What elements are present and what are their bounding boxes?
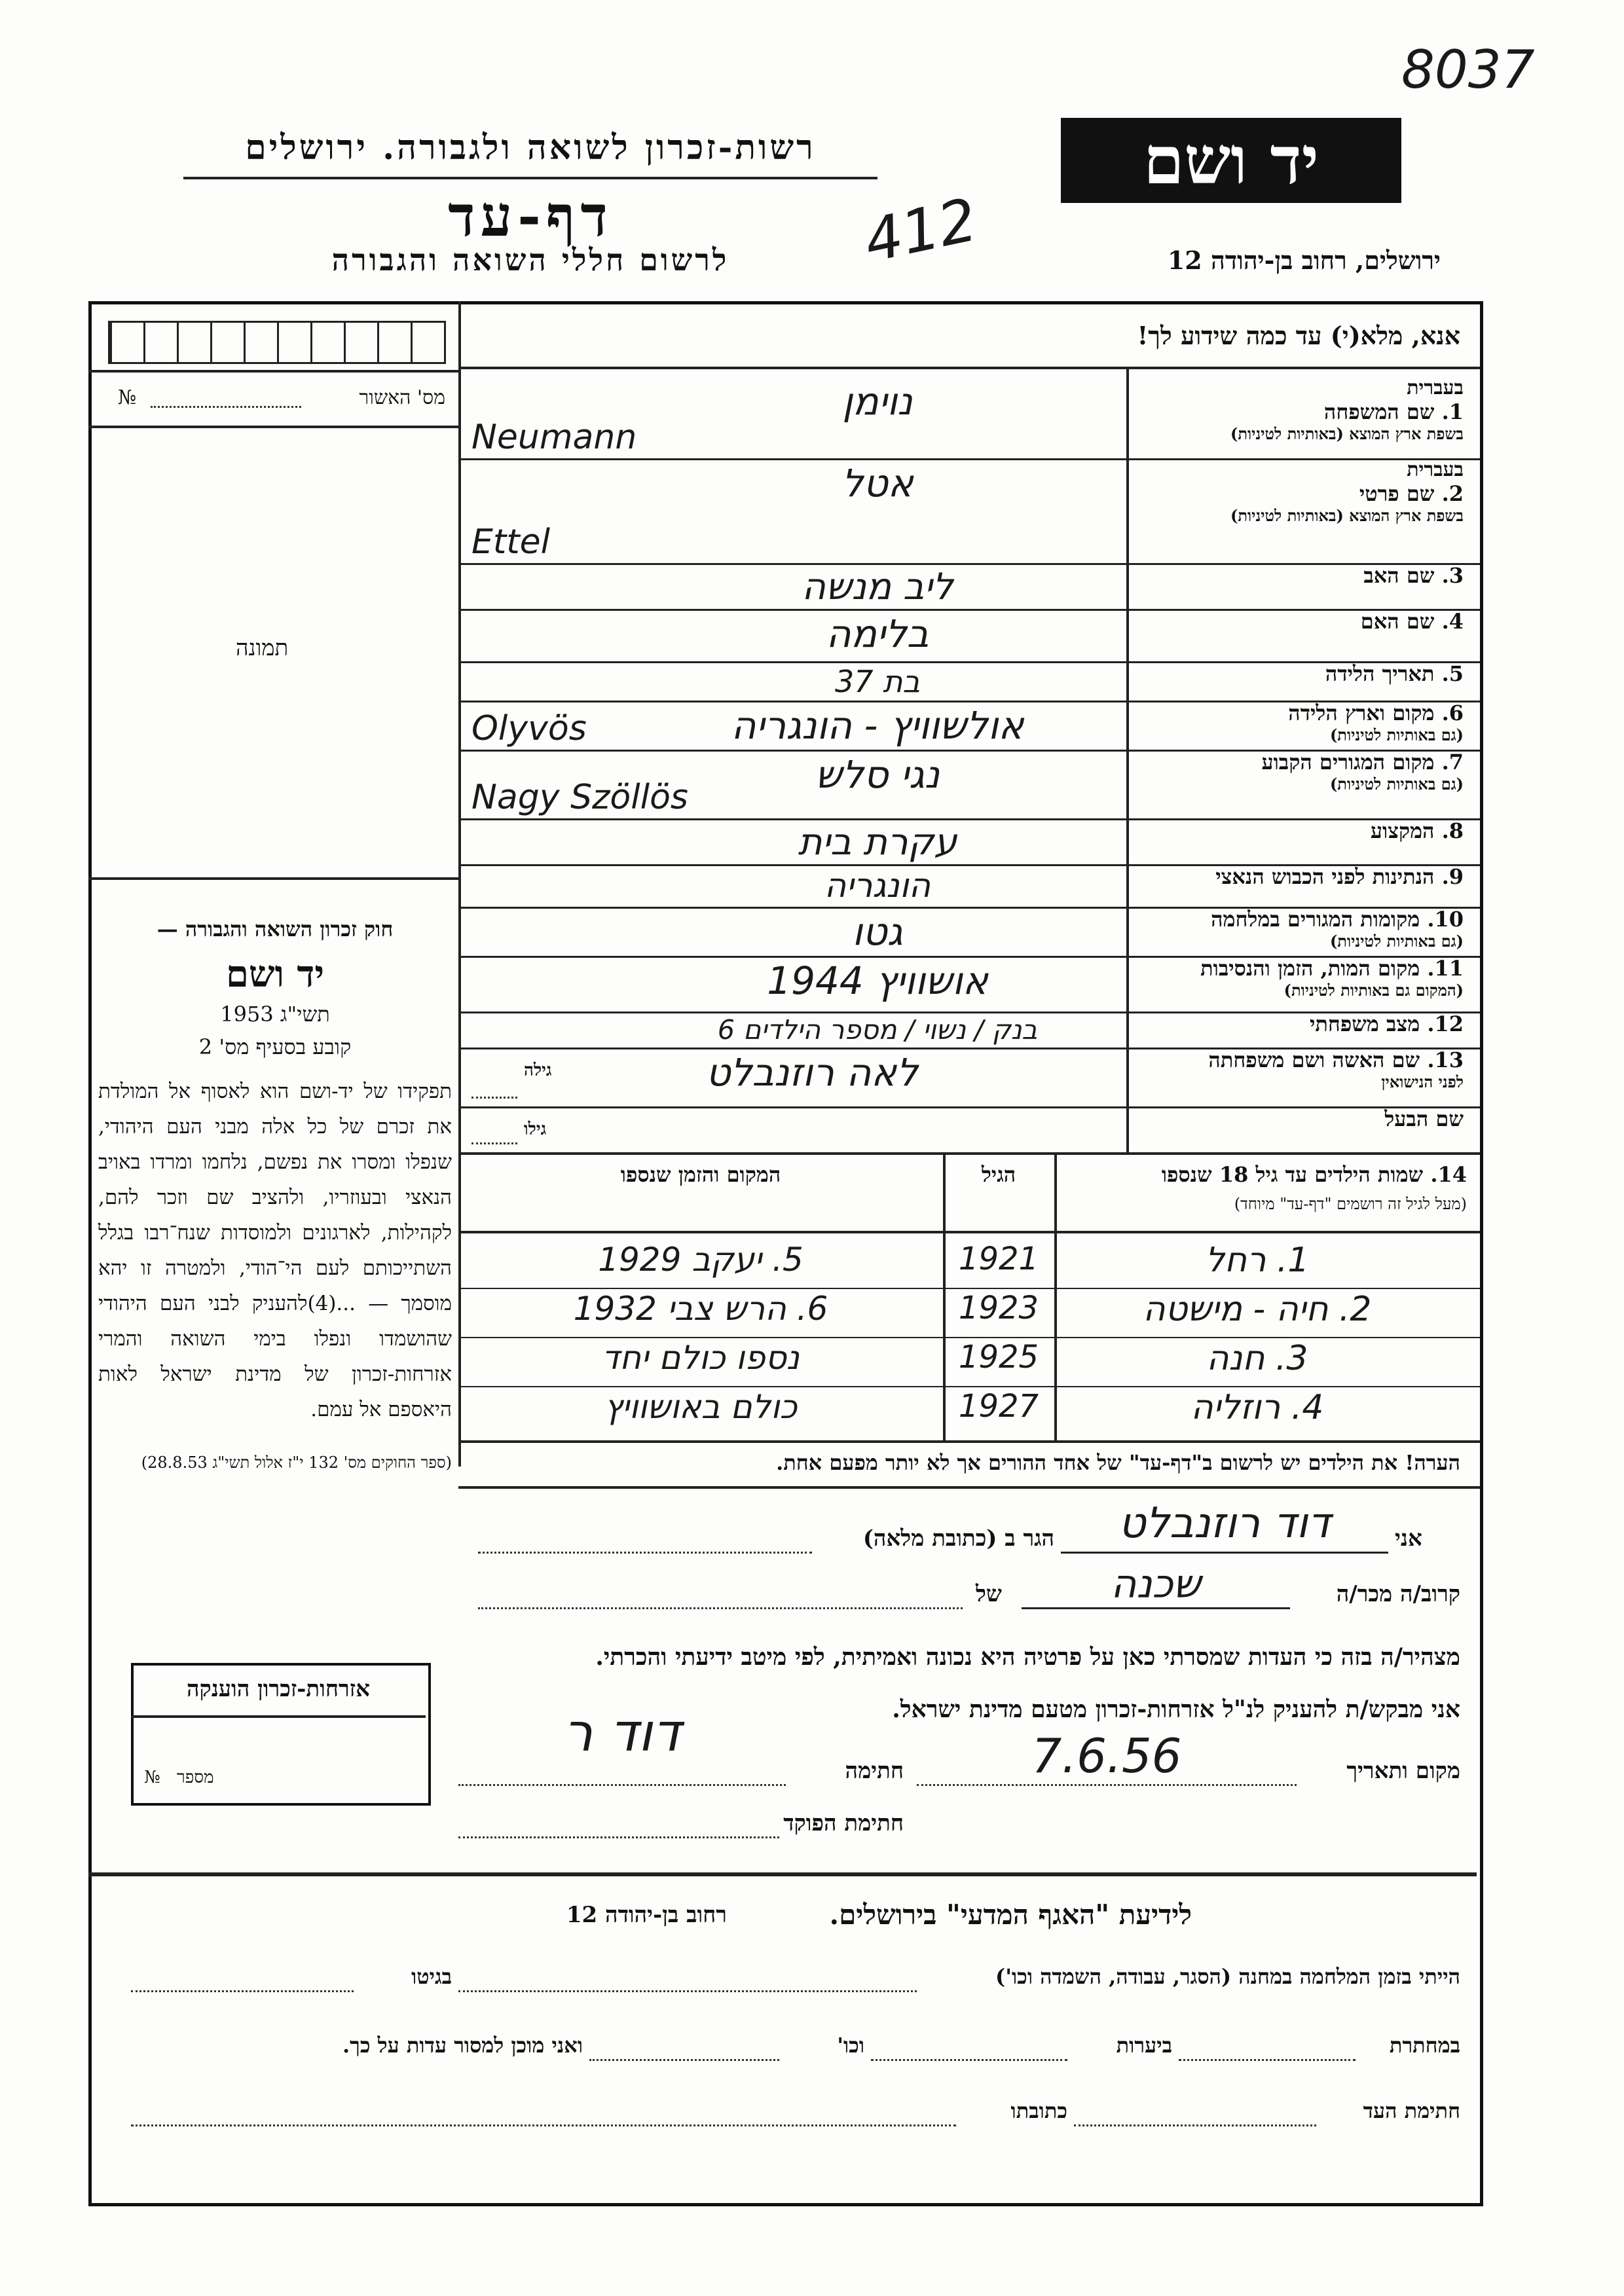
children-age-header: הגיל: [981, 1162, 1016, 1187]
field-row: [1133, 1048, 1464, 1106]
field-label: שם המשפחה: [1323, 399, 1435, 424]
field-num: 2.: [1441, 481, 1464, 506]
footer-title: לידיעת "האגף המדעי" בירושלים.: [829, 1899, 1192, 1931]
field-row: [1133, 818, 1464, 864]
footer-address: רחוב בן-יהודה 12: [566, 1902, 727, 1928]
field-value-latin: Neumann: [471, 418, 637, 457]
field-value: עקרת בית: [798, 821, 957, 864]
footer-line1-label: הייתי בזמן המלחמה במחנה (הסגר, עבודה, השמדה וכו'): [995, 1964, 1460, 1989]
intro-text: אנא, מלא(י) עד כמה שידוע לך!: [1137, 321, 1460, 350]
field-row: [1133, 864, 1464, 907]
child-age: 1923: [958, 1290, 1039, 1326]
child-name: 1. רחל: [1205, 1241, 1310, 1280]
field-sub: (גם באותיות לטיניות): [1329, 932, 1464, 951]
field-row: [1133, 750, 1464, 818]
child-place: 6. הרש צבי 1932: [573, 1290, 828, 1328]
resides-label: הגר ב (כתובת מלאה): [862, 1525, 1054, 1552]
field-num: 9.: [1441, 864, 1464, 889]
field-num: 8.: [1441, 818, 1464, 843]
field-value-latin: Nagy Szöllös: [471, 778, 688, 817]
child-age: 1921: [958, 1241, 1039, 1277]
form-subtitle: לרשום חללי השואה והגבורה: [331, 242, 729, 278]
code-boxes: [108, 321, 446, 364]
field-value: נוימן: [842, 379, 913, 424]
statement: מצהיר/ה בזה כי העדות שמסרתי כאן על פרטיה היא נכונה ואמיתית, לפי מיטב ידיעתי והכרתי.: [595, 1643, 1460, 1671]
place-date-label: מקום ותאריך: [1346, 1758, 1460, 1784]
footer-line1-end: בגיטו: [411, 1964, 452, 1989]
field-sub: בשפת ארץ המוצא (באותיות לטיניות): [1230, 424, 1464, 443]
child-age: 1925: [958, 1339, 1039, 1376]
child-name: 2. חיה - מישטה: [1143, 1290, 1372, 1329]
field-hint: בעברית: [1407, 458, 1464, 481]
field-value: בת 37: [835, 664, 920, 699]
field-label: שם האב: [1363, 563, 1435, 588]
children-header: 14. שמות הילדים עד גיל 18 שנספו: [1161, 1162, 1467, 1187]
footer-line2-a: במחתרת: [1389, 2033, 1460, 2058]
field-value: בלימה: [826, 611, 929, 656]
corner-note: 8037: [1401, 39, 1535, 100]
approval-label: מס' האשור: [359, 386, 445, 409]
field-num: 10.: [1427, 907, 1464, 932]
field-num: 11.: [1427, 956, 1464, 981]
children-header-note: (מעל לגיל זה רושמים "דף-עד" מיוחד): [1234, 1195, 1467, 1213]
field-value: נגי סלש: [815, 752, 940, 797]
signature-label: חתימה: [845, 1758, 904, 1784]
field-hint: בעברית: [1407, 376, 1464, 399]
field-label: מקום המגורים הקבוע: [1261, 750, 1435, 774]
children-place-header: המקום והזמן שנספו: [620, 1162, 781, 1187]
field-num: 5.: [1441, 661, 1464, 686]
field-sub: לפני הנישואין: [1381, 1072, 1464, 1091]
field-num: 3.: [1441, 563, 1464, 588]
field-label: תאריך הלידה: [1325, 661, 1435, 686]
law-title: חוק זכרון השואה והגבורה —: [157, 917, 394, 941]
citizenship-no: №: [144, 1768, 160, 1787]
signature-value: דוד ר: [563, 1702, 681, 1763]
children-note: הערה! את הילדים יש לרשום ב"דף-עד" של אחד ההורים אך לא יותר מפעם אחת.: [776, 1450, 1460, 1475]
child-place: נספו כולם יחד: [602, 1339, 800, 1377]
law-text: תפקידו של יד-ושם הוא לאסוף אל המולדת את זכרם של כל אלה מבני העם היהודי, שנפלו ומסרו את נפשם, נלחמו ומרדו באויב הנאצי ובעוזריו, ולהציב שם וזכר להם, לקהילות, לארגונים ולמוסדות שנח־רבו בגלל השתייכותם לעם הי־הודי, ולמטרה זו יהא מוסמך — ...(4)להעניק לבני העם היהודי שהושמדו ונפלו בימי השואה והמרי אזרחות-זכרון של מדינת ישראל לאות היאספם אל עמם.: [98, 1080, 452, 1421]
request: אני מבקש/ת להעניק לנ"ל אזרחות-זכרון מטעם מדינת ישראל.: [892, 1696, 1460, 1723]
citizenship-title: אזרחות-זכרון הוענקה: [187, 1676, 370, 1702]
yad-vashem-logo: יד ושם: [1061, 118, 1401, 203]
child-age: 1927: [958, 1388, 1039, 1425]
field-num: 6.: [1441, 701, 1464, 725]
child-place: 5. יעקב 1929: [598, 1241, 803, 1279]
field-sub: (המקום גם באותיות לטיניות): [1283, 981, 1464, 1000]
field-num: 12.: [1427, 1011, 1464, 1036]
field-label: מקום וארץ הלידה: [1288, 701, 1435, 725]
field-row: [1133, 907, 1464, 956]
field-row: [1133, 376, 1464, 458]
footer-line2-d: ואני מוכן למסור עדות על כך.: [342, 2033, 583, 2058]
field-value: ליב מנשה: [802, 566, 953, 608]
declarant-name: דוד רוזנבלט: [1118, 1499, 1331, 1548]
field-label: שם האשה ושם משפחתה: [1208, 1048, 1420, 1072]
field-label: מקום המות, הזמן והנסיבות: [1200, 956, 1420, 981]
field-value: לאה רוזנבלט: [705, 1050, 918, 1095]
field-label: מצב משפחתי: [1310, 1011, 1420, 1036]
field-row: [1133, 956, 1464, 1011]
of-label: של: [976, 1581, 1002, 1607]
field-value-latin: Olyvös: [471, 709, 587, 748]
field-sub: בשפת ארץ המוצא (באותיות לטיניות): [1230, 506, 1464, 525]
field-label: שם הבעל: [1384, 1106, 1464, 1131]
field-value: אטל: [841, 461, 913, 505]
field-row: [1133, 701, 1464, 750]
child-place: כולם באושוויץ: [604, 1388, 798, 1426]
authority-name: רשות-זכרון לשואה ולגבורה. ירושלים: [245, 128, 816, 168]
photo-label: תמונה: [236, 635, 289, 661]
relative-value: שכנה: [1111, 1561, 1201, 1607]
law-ref: (ספר החוקים מס' 132 י"ז אלול תשי"ג 28.8.53): [141, 1453, 452, 1472]
field-label: הנתינות לפני הכבוש הנאצי: [1215, 864, 1435, 889]
field-row: [1133, 1011, 1464, 1048]
approval-no: №: [118, 386, 137, 409]
field-age-label: גילו: [524, 1120, 547, 1139]
field-row: [1133, 458, 1464, 563]
field-value: הונגריה: [824, 867, 931, 905]
field-value: אולשוויץ - הונגריה: [731, 703, 1024, 748]
child-name: 4. רוזליה: [1190, 1388, 1324, 1427]
field-value: בנק / נשוי / מספר הילדים 6: [717, 1014, 1038, 1046]
field-label: המקצוע: [1370, 818, 1435, 843]
field-sub: (גם באותיות לטיניות): [1329, 725, 1464, 744]
law-year: תשי"ג 1953: [220, 1002, 330, 1027]
field-value-latin: Ettel: [471, 522, 551, 562]
field-age-label: גילה: [524, 1061, 552, 1080]
field-sub: (גם באותיות לטיניות): [1329, 774, 1464, 793]
field-row: [1133, 1106, 1464, 1152]
field-row: [1133, 661, 1464, 701]
stamp-number: 412: [858, 185, 983, 276]
citizenship-number-label: מספר: [177, 1768, 214, 1787]
field-num: 1.: [1441, 399, 1464, 424]
relative-label: קרוב/ה מכר/ה: [1336, 1581, 1460, 1607]
i-label: אני: [1395, 1525, 1422, 1552]
child-name: 3. חנה: [1206, 1339, 1308, 1378]
field-row: [1133, 563, 1464, 609]
footer-line2-b: ביערות: [1116, 2033, 1172, 2058]
field-label: שם האם: [1360, 609, 1435, 634]
law-logo: יד ושם: [225, 953, 325, 996]
field-label: מקומות המגורים במלחמה: [1211, 907, 1420, 932]
field-num: 7.: [1441, 750, 1464, 774]
field-num: 13.: [1427, 1048, 1464, 1072]
field-row: [1133, 609, 1464, 661]
field-label: שם פרטי: [1359, 481, 1435, 506]
footer-line3-a: חתימת העד: [1363, 2098, 1460, 2123]
place-date-value: 7.6.56: [1031, 1728, 1182, 1783]
address: ירושלים, רחוב בן-יהודה 12: [1167, 246, 1441, 275]
field-value: גטו: [852, 909, 903, 954]
field-num: 4.: [1441, 609, 1464, 634]
field-value: אושוויץ 1944: [767, 958, 988, 1003]
official-label: חתימת הפוקד: [783, 1810, 904, 1836]
form-title: דף-עד: [448, 183, 613, 249]
footer-line3-b: כתובתו: [1010, 2098, 1067, 2123]
footer-line2-c: וכו': [837, 2033, 864, 2058]
law-clause: קובע בסעיף מס' 2: [198, 1034, 352, 1059]
